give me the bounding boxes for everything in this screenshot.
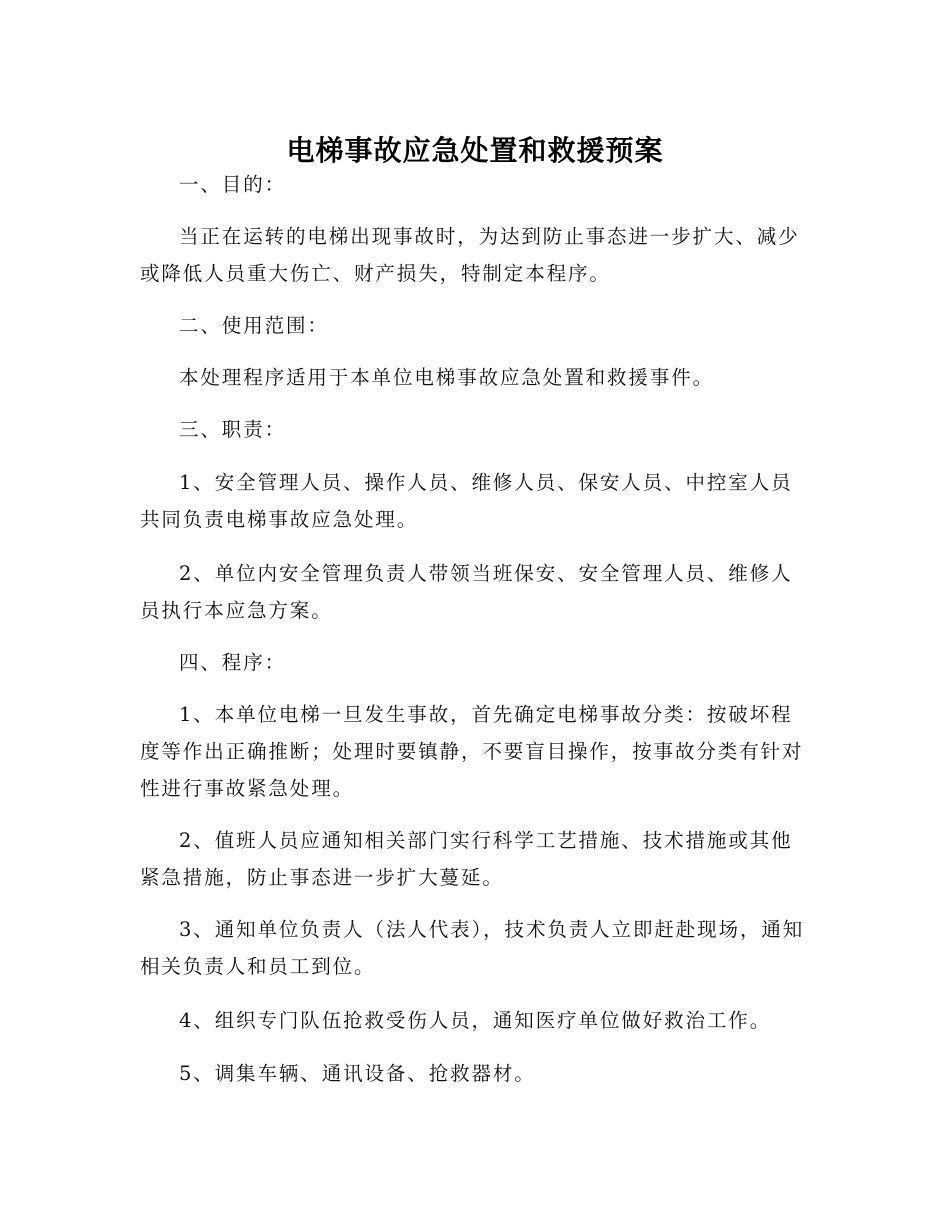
paragraph-procedure-2: 2、值班人员应通知相关部门实行科学工艺措施、技术措施或其他紧急措施，防止事态进一步扩大蔓延。 [140,829,793,889]
paragraph-procedure-3: 3、通知单位负责人（法人代表），技术负责人立即赶赴现场，通知相关负责人和员工到位。 [140,918,805,978]
paragraph-purpose-body: 当正在运转的电梯出现事故时，为达到防止事态进一步扩大、减少或降低人员重大伤亡、财产损失，特制定本程序。 [140,225,800,285]
paragraph-scope-body: 本处理程序适用于本单位电梯事故应急处置和救援事件。 [179,366,715,389]
paragraph-duty-1: 1、安全管理人员、操作人员、维修人员、保安人员、中控室人员共同负责电梯事故应急处理。 [140,471,793,531]
section-heading-duties: 三、职责： [179,418,287,441]
document-title: 电梯事故应急处置和救援预案 [286,133,664,167]
section-heading-scope: 二、使用范围： [179,314,329,337]
section-heading-procedure: 四、程序： [179,651,287,674]
paragraph-duty-2: 2、单位内安全管理负责人带领当班保安、安全管理人员、维修人员执行本应急方案。 [140,562,793,622]
paragraph-procedure-1: 1、本单位电梯一旦发生事故，首先确定电梯事故分类：按破坏程度等作出正确推断；处理时要镇静，不要盲目操作，按事故分类有针对性进行事故紧急处理。 [140,703,804,800]
section-heading-purpose: 一、目的： [179,173,287,196]
paragraph-procedure-4: 4、组织专门队伍抢救受伤人员，通知医疗单位做好救治工作。 [179,1009,772,1032]
paragraph-procedure-5: 5、调集车辆、通讯设备、抢救器材。 [179,1062,536,1085]
